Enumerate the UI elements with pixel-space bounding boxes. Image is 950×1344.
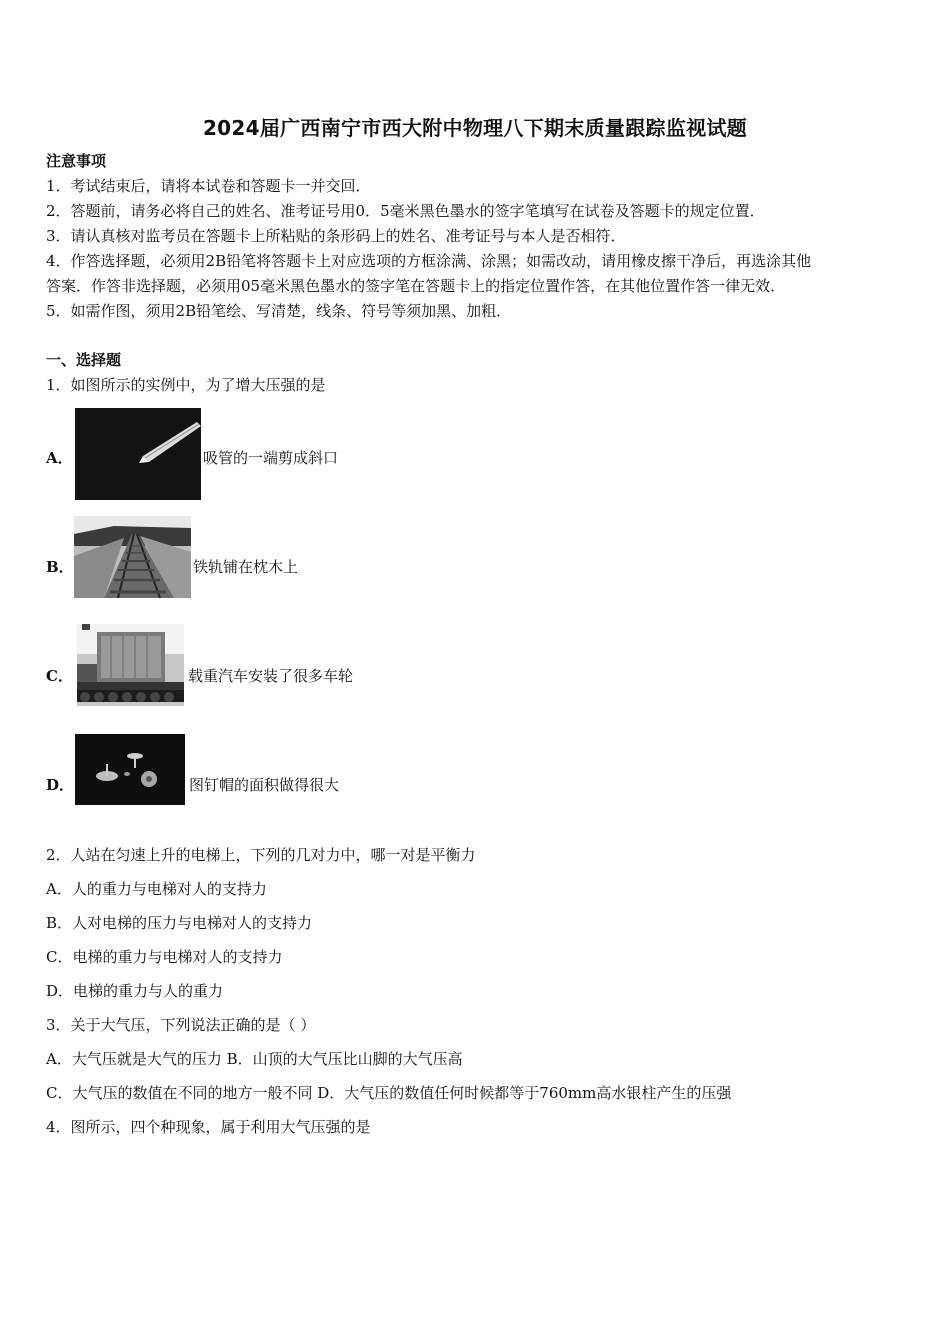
q2-option-a: A．人的重力与电梯对人的支持力	[46, 880, 267, 898]
q2-stem: 2．人站在匀速上升的电梯上，下列的几对力中，哪一对是平衡力	[46, 846, 476, 864]
q1-option-b-text: 铁轨铺在枕木上	[193, 558, 299, 576]
q3-options-row-1: A．大气压就是大气的压力 B．山顶的大气压比山脚的大气压高	[46, 1050, 463, 1068]
q1-option-c-label: C．	[46, 667, 73, 685]
thumbtack-photo-icon	[75, 734, 185, 805]
q1-option-b-label: B．	[46, 558, 74, 576]
notice-item-3: 3．请认真核对监考员在答题卡上所粘贴的条形码上的姓名、准考证号与本人是否相符．	[46, 227, 626, 245]
straw-photo-icon	[75, 408, 201, 500]
q1-option-a-text: 吸管的一端剪成斜口	[203, 449, 339, 467]
notice-item-5: 5．如需作图，须用2B铅笔绘、写清楚，线条、符号等须加黑、加粗．	[46, 302, 512, 320]
q3-options-row-2: C．大气压的数值在不同的地方一般不同 D．大气压的数值任何时候都等于760mm高水银柱产生的压强	[46, 1084, 732, 1102]
q1-option-d-label: D．	[46, 776, 75, 794]
notice-heading: 注意事项	[46, 152, 107, 170]
q2-option-c: C．电梯的重力与电梯对人的支持力	[46, 948, 283, 966]
page-title: 2024届广西南宁市西大附中物理八下期末质量跟踪监视试题	[202, 116, 748, 140]
q4-stem: 4．图所示，四个种现象，属于利用大气压强的是	[46, 1118, 371, 1136]
q1-option-a-label: A．	[46, 449, 73, 467]
q2-option-d: D．电梯的重力与人的重力	[46, 982, 224, 1000]
q1-option-c-text: 载重汽车安装了很多车轮	[188, 667, 354, 685]
railway-photo-icon	[74, 516, 191, 598]
section-heading: 一、选择题	[46, 351, 122, 369]
q1-option-d-text: 图钉帽的面积做得很大	[189, 776, 340, 794]
q2-option-b: B．人对电梯的压力与电梯对人的支持力	[46, 914, 313, 932]
notice-item-4: 4．作答选择题，必须用2B铅笔将答题卡上对应选项的方框涂满、涂黑；如需改动，请用橡皮擦干净后，再选涂其他	[46, 252, 812, 270]
notice-item-1: 1．考试结束后，请将本试卷和答题卡一并交回．	[46, 177, 371, 195]
truck-photo-icon	[77, 624, 184, 706]
notice-item-4-cont: 答案．作答非选择题，必须用05毫米黑色墨水的签字笔在答题卡上的指定位置作答，在其他位置作答一律无效．	[46, 277, 786, 295]
notice-item-2: 2．答题前，请务必将自己的姓名、准考证号用0．5毫米黑色墨水的签字笔填写在试卷及答题卡的规定位置．	[46, 202, 765, 220]
q1-stem: 1．如图所示的实例中，为了增大压强的是	[46, 376, 326, 394]
q3-stem: 3．关于大气压，下列说法正确的是（ ）	[46, 1016, 316, 1034]
